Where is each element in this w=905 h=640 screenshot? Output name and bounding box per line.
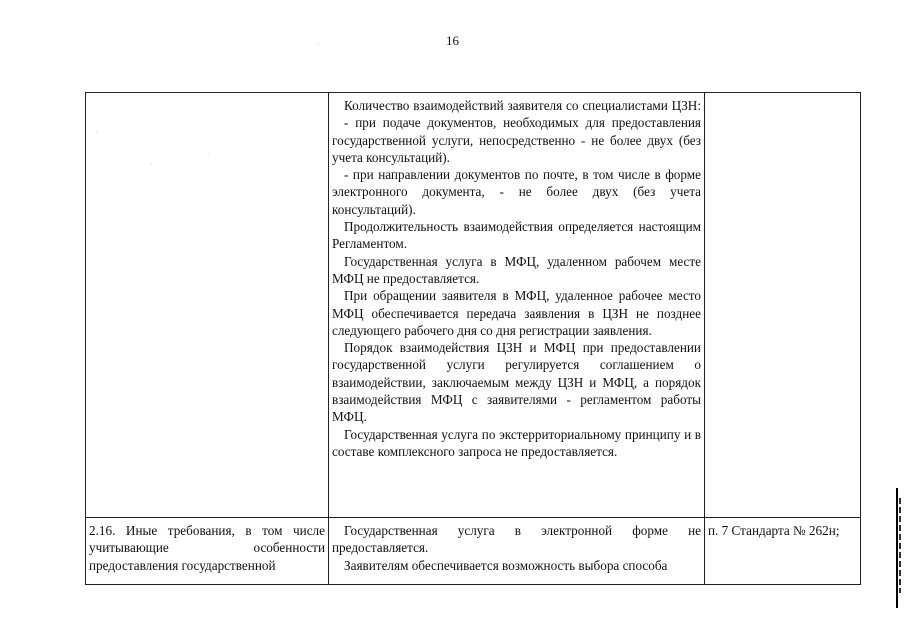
paragraph: Государственная услуга по экстерриториальному принципу и в составе комплексного запроса не предоставляется. (332, 426, 701, 459)
row1-content-cell (329, 93, 705, 518)
source-reference: п. 7 Стандарта № 262н; (708, 523, 840, 538)
row1-source-cell (705, 93, 861, 518)
paragraph: Государственная услуга в электронной форме не предоставляется. (332, 523, 701, 556)
scan-speck: · (95, 128, 98, 137)
requirement-text: 2.16. Иные требования, в том числе учитывающие особенности предоставления государственной (89, 523, 325, 573)
table-row (86, 518, 861, 585)
paragraph: Заявителям обеспечивается возможность выбора способа (344, 557, 668, 573)
row2-requirement-cell (86, 518, 329, 585)
binding-edge-mark (896, 488, 901, 608)
paragraph: Порядок взаимодействия ЦЗН и МФЦ при предоставлении государственной услуги регулируется соглашением о взаимодействии, заключаемым между ЦЗН и МФЦ, а порядок взаимодействия МФЦ с заявителями - регламентом работы МФЦ. (332, 340, 701, 425)
paragraph: Количество взаимодействий заявителя со специалистами ЦЗН: (344, 98, 701, 113)
scan-speck: · (208, 150, 211, 159)
paragraph: - при подаче документов, необходимых для предоставления государственной услуги, непосредственно - не более двух (без учета консультаций). (332, 115, 701, 165)
paragraph: Государственная услуга в МФЦ, удаленном рабочем месте МФЦ не предоставляется. (332, 253, 701, 286)
row2-content-cell (329, 518, 705, 585)
scan-speck: · (150, 160, 153, 169)
regulation-table (85, 92, 861, 585)
page-number: 16 (446, 33, 459, 48)
paragraph: - при направлении документов по почте, в том числе в форме электронного документа, - не более двух (без учета консультаций). (332, 167, 701, 217)
paragraph: При обращении заявителя в МФЦ, удаленное рабочее место МФЦ обеспечивается передача заявления в ЦЗН не позднее следующего рабочего дня со дня регистрации заявления. (332, 288, 701, 338)
row1-requirement-cell (86, 93, 329, 518)
paragraph: Продолжительность взаимодействия определяется настоящим Регламентом. (332, 219, 701, 252)
table-row (86, 93, 861, 518)
row2-source-cell (705, 518, 861, 585)
scan-speck: · (317, 40, 320, 49)
